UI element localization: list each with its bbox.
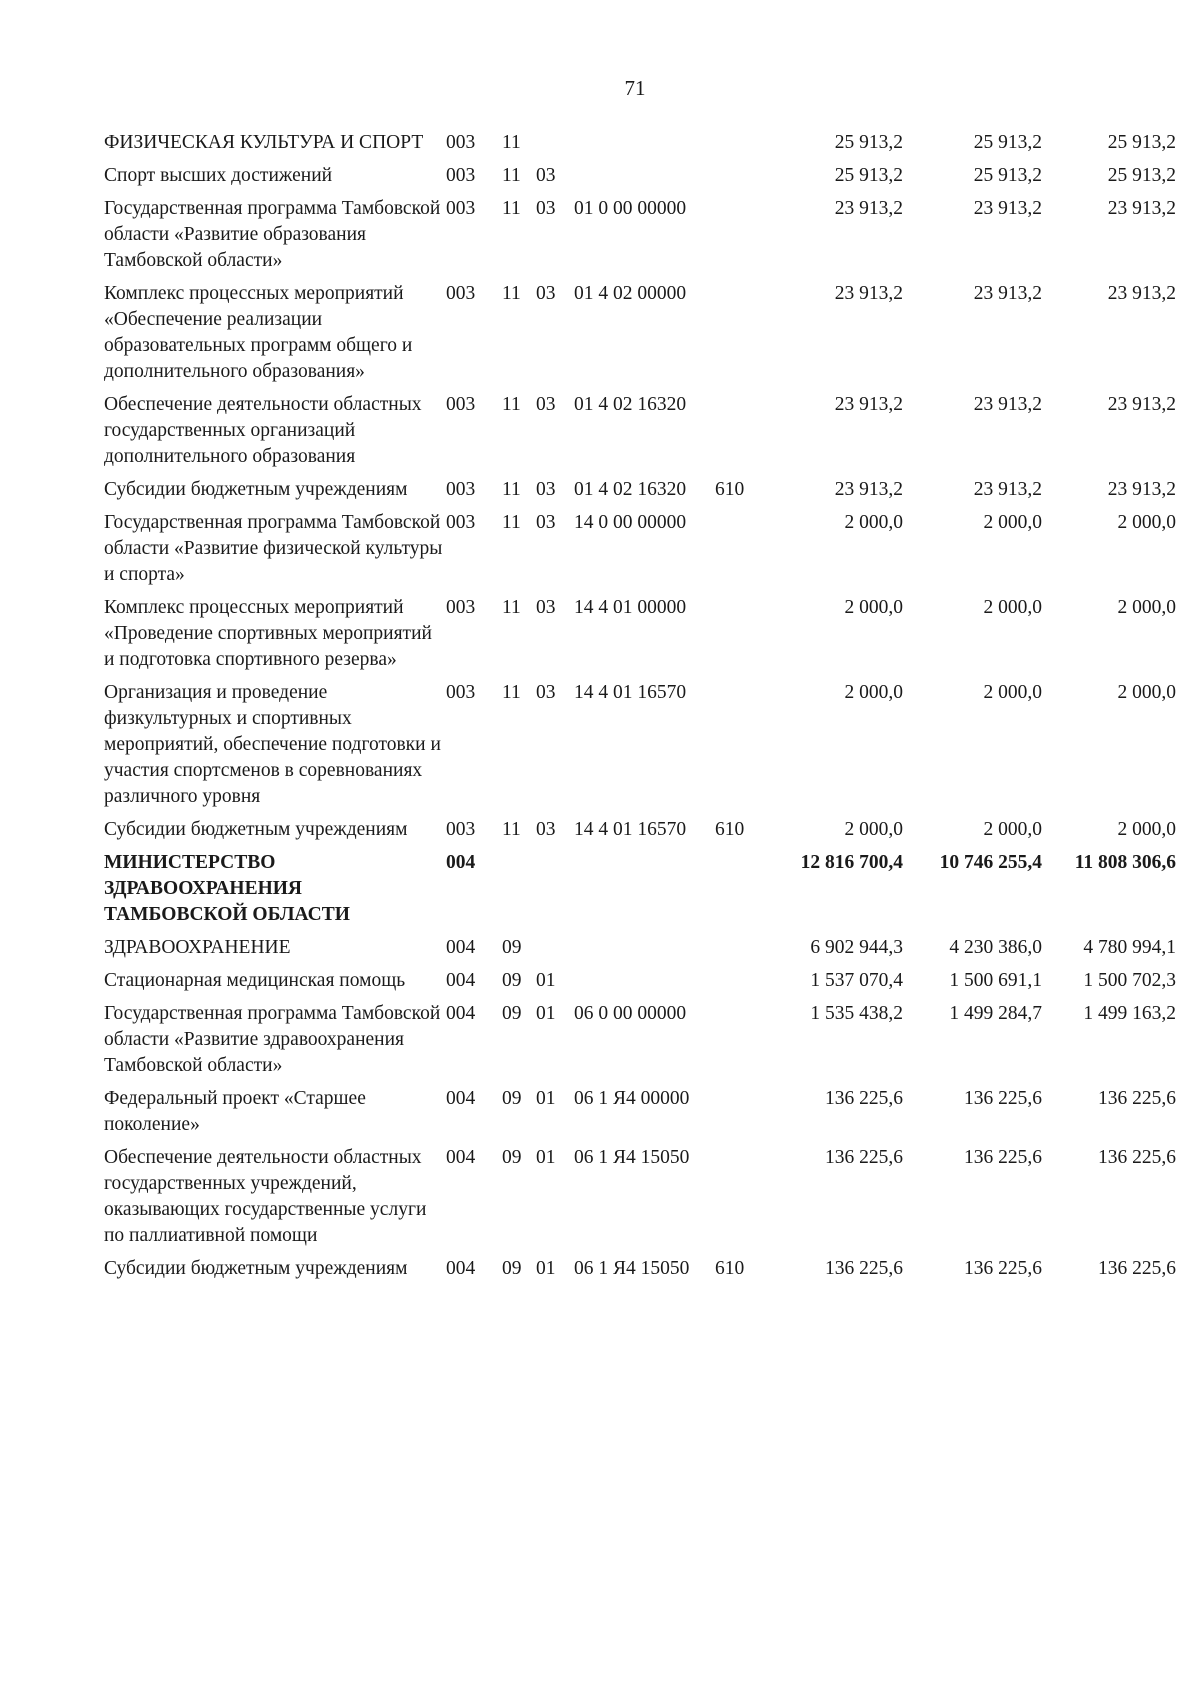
- row-amount-year-1: 2 000,0: [844, 819, 903, 840]
- table-row: [104, 163, 1176, 196]
- row-section-code: 11: [502, 682, 521, 703]
- row-target-article-code: 01 4 02 00000: [574, 283, 687, 304]
- table-row: [104, 1086, 1176, 1145]
- row-amount-year-2: 2 000,0: [983, 597, 1042, 618]
- row-expense-type-code: [715, 595, 765, 680]
- table-row: [104, 817, 1176, 850]
- row-subsection-code: [536, 935, 574, 968]
- table-row: [104, 1001, 1176, 1086]
- table-row: [104, 850, 1176, 935]
- row-amount-year-3: 4 780 994,1: [1083, 937, 1176, 958]
- row-amount-year-1: 12 816 700,4: [800, 852, 903, 873]
- row-target-article-code: 06 1 Я4 15050: [574, 1147, 690, 1168]
- row-amount-year-3: 2 000,0: [1117, 512, 1176, 533]
- row-name: Федеральный проект «Старшее поколение»: [104, 1088, 366, 1135]
- row-subsection-code: 03: [536, 394, 556, 415]
- row-amount-year-3: 2 000,0: [1117, 682, 1176, 703]
- row-amount-year-1: 23 913,2: [834, 198, 903, 219]
- row-name: ЗДРАВООХРАНЕНИЕ: [104, 937, 291, 958]
- table-row: [104, 130, 1176, 163]
- row-target-article-code: 14 0 00 00000: [574, 512, 687, 533]
- row-ministry-code: 004: [446, 1258, 476, 1279]
- table-row: [104, 281, 1176, 392]
- row-section-code: [502, 850, 536, 935]
- row-target-article-code: 06 1 Я4 00000: [574, 1088, 690, 1109]
- row-amount-year-1: 136 225,6: [825, 1147, 903, 1168]
- row-amount-year-3: 23 913,2: [1107, 394, 1176, 415]
- row-amount-year-3: 2 000,0: [1117, 597, 1176, 618]
- row-section-code: 09: [502, 1088, 522, 1109]
- row-ministry-code: 004: [446, 1003, 476, 1024]
- row-amount-year-3: 25 913,2: [1107, 165, 1176, 186]
- row-amount-year-1: 23 913,2: [834, 283, 903, 304]
- row-expense-type-code: [715, 1145, 765, 1256]
- row-expense-type-code: [715, 1086, 765, 1145]
- row-target-article-code: 06 1 Я4 15050: [574, 1258, 690, 1279]
- table-row: [104, 680, 1176, 817]
- row-target-article-code: 01 4 02 16320: [574, 394, 687, 415]
- row-amount-year-1: 1 535 438,2: [810, 1003, 903, 1024]
- row-subsection-code: [536, 850, 574, 935]
- row-name: Субсидии бюджетным учреждениям: [104, 819, 408, 840]
- table-row: [104, 1256, 1176, 1289]
- row-amount-year-2: 136 225,6: [964, 1147, 1042, 1168]
- row-name: Государственная программа Тамбовской области «Развитие образования Тамбовской области»: [104, 198, 441, 271]
- row-ministry-code: 003: [446, 198, 476, 219]
- row-amount-year-2: 23 913,2: [973, 479, 1042, 500]
- row-section-code: 09: [502, 1147, 522, 1168]
- row-section-code: 11: [502, 479, 521, 500]
- table-row: [104, 968, 1176, 1001]
- row-subsection-code: 03: [536, 819, 556, 840]
- row-amount-year-1: 25 913,2: [834, 132, 903, 153]
- row-expense-type-code: [715, 680, 765, 817]
- row-expense-type-code: [715, 510, 765, 595]
- row-subsection-code: 03: [536, 512, 556, 533]
- row-amount-year-2: 10 746 255,4: [939, 852, 1042, 873]
- row-amount-year-2: 1 499 284,7: [949, 1003, 1042, 1024]
- row-ministry-code: 003: [446, 479, 476, 500]
- row-subsection-code: 03: [536, 165, 556, 186]
- row-name: Организация и проведение физкультурных и спортивных мероприятий, обеспечение подготовки и участия спортсменов в соревнованиях различного уровня: [104, 682, 441, 807]
- row-amount-year-1: 23 913,2: [834, 479, 903, 500]
- table-row: [104, 196, 1176, 281]
- row-subsection-code: 01: [536, 1088, 556, 1109]
- row-amount-year-1: 136 225,6: [825, 1088, 903, 1109]
- row-section-code: 11: [502, 819, 521, 840]
- row-ministry-code: 004: [446, 937, 476, 958]
- row-name: Стационарная медицинская помощь: [104, 970, 406, 991]
- row-amount-year-1: 2 000,0: [844, 512, 903, 533]
- row-amount-year-2: 136 225,6: [964, 1258, 1042, 1279]
- table-row: [104, 477, 1176, 510]
- row-amount-year-2: 23 913,2: [973, 283, 1042, 304]
- row-ministry-code: 003: [446, 597, 476, 618]
- table-row: [104, 392, 1176, 477]
- row-amount-year-2: 2 000,0: [983, 512, 1042, 533]
- row-expense-type-code: [715, 968, 765, 1001]
- row-ministry-code: 003: [446, 283, 476, 304]
- row-section-code: 09: [502, 937, 522, 958]
- row-amount-year-2: 2 000,0: [983, 819, 1042, 840]
- row-subsection-code: 01: [536, 1003, 556, 1024]
- row-name: Обеспечение деятельности областных государственных организаций дополнительного образования: [104, 394, 422, 467]
- row-name: Субсидии бюджетным учреждениям: [104, 1258, 408, 1279]
- row-name: Субсидии бюджетным учреждениям: [104, 479, 408, 500]
- row-section-code: 11: [502, 394, 521, 415]
- row-section-code: 11: [502, 165, 521, 186]
- row-target-article-code: 01 4 02 16320: [574, 479, 687, 500]
- row-subsection-code: 03: [536, 682, 556, 703]
- row-section-code: 11: [502, 597, 521, 618]
- row-expense-type-code: [715, 196, 765, 281]
- row-amount-year-3: 23 913,2: [1107, 198, 1176, 219]
- table-row: [104, 595, 1176, 680]
- row-ministry-code: 003: [446, 394, 476, 415]
- row-subsection-code: 01: [536, 970, 556, 991]
- row-section-code: 09: [502, 1258, 522, 1279]
- row-expense-type-code: [715, 850, 765, 935]
- row-target-article-code: [574, 968, 715, 1001]
- row-amount-year-1: 2 000,0: [844, 597, 903, 618]
- row-subsection-code: 03: [536, 597, 556, 618]
- row-section-code: 09: [502, 1003, 522, 1024]
- row-section-code: 11: [502, 512, 521, 533]
- row-amount-year-1: 23 913,2: [834, 394, 903, 415]
- row-expense-type-code: [715, 281, 765, 392]
- row-amount-year-2: 25 913,2: [973, 132, 1042, 153]
- row-section-code: 09: [502, 970, 522, 991]
- row-name: Комплекс процессных мероприятий «Проведение спортивных мероприятий и подготовка спортивного резерва»: [104, 597, 432, 670]
- row-ministry-code: 004: [446, 1088, 476, 1109]
- row-ministry-code: 004: [446, 970, 476, 991]
- row-amount-year-2: 23 913,2: [973, 198, 1042, 219]
- row-amount-year-2: 25 913,2: [973, 165, 1042, 186]
- row-amount-year-1: 6 902 944,3: [810, 937, 903, 958]
- row-amount-year-3: 136 225,6: [1098, 1147, 1176, 1168]
- row-amount-year-1: 25 913,2: [834, 165, 903, 186]
- row-expense-type-code: 610: [715, 479, 745, 500]
- row-target-article-code: 06 0 00 00000: [574, 1003, 687, 1024]
- row-target-article-code: [574, 850, 715, 935]
- row-expense-type-code: 610: [715, 1258, 745, 1279]
- budget-table: [104, 130, 1176, 1289]
- row-expense-type-code: [715, 130, 765, 163]
- row-amount-year-3: 1 499 163,2: [1083, 1003, 1176, 1024]
- row-target-article-code: [574, 935, 715, 968]
- row-target-article-code: 14 4 01 16570: [574, 682, 687, 703]
- row-subsection-code: 03: [536, 283, 556, 304]
- row-amount-year-3: 23 913,2: [1107, 283, 1176, 304]
- row-ministry-code: 003: [446, 165, 476, 186]
- row-name: Государственная программа Тамбовской области «Развитие физической культуры и спорта»: [104, 512, 443, 585]
- row-target-article-code: [574, 130, 715, 163]
- table-row: [104, 935, 1176, 968]
- row-amount-year-2: 23 913,2: [973, 394, 1042, 415]
- row-amount-year-3: 1 500 702,3: [1083, 970, 1176, 991]
- row-name: ФИЗИЧЕСКАЯ КУЛЬТУРА И СПОРТ: [104, 132, 424, 153]
- row-ministry-code: 003: [446, 132, 476, 153]
- row-target-article-code: 14 4 01 00000: [574, 597, 687, 618]
- row-name: Спорт высших достижений: [104, 165, 333, 186]
- budget-rows: [104, 130, 1176, 1289]
- row-expense-type-code: 610: [715, 819, 745, 840]
- row-amount-year-1: 2 000,0: [844, 682, 903, 703]
- row-section-code: 11: [502, 198, 521, 219]
- row-name: Государственная программа Тамбовской области «Развитие здравоохранения Тамбовской области»: [104, 1003, 441, 1076]
- row-amount-year-1: 1 537 070,4: [810, 970, 903, 991]
- row-target-article-code: 01 0 00 00000: [574, 198, 687, 219]
- table-row: [104, 1145, 1176, 1256]
- row-subsection-code: 03: [536, 198, 556, 219]
- page-number: 71: [624, 76, 646, 100]
- row-target-article-code: [574, 163, 715, 196]
- row-name: МИНИСТЕРСТВО ЗДРАВООХРАНЕНИЯ ТАМБОВСКОЙ ОБЛАСТИ: [104, 852, 350, 925]
- row-subsection-code: [536, 130, 574, 163]
- row-expense-type-code: [715, 1001, 765, 1086]
- row-amount-year-3: 136 225,6: [1098, 1088, 1176, 1109]
- row-ministry-code: 004: [446, 1147, 476, 1168]
- row-subsection-code: 03: [536, 479, 556, 500]
- row-amount-year-2: 2 000,0: [983, 682, 1042, 703]
- row-amount-year-3: 2 000,0: [1117, 819, 1176, 840]
- row-ministry-code: 003: [446, 512, 476, 533]
- row-expense-type-code: [715, 935, 765, 968]
- row-subsection-code: 01: [536, 1258, 556, 1279]
- row-name: Комплекс процессных мероприятий «Обеспечение реализации образовательных программ общего и дополнительного образования»: [104, 283, 413, 382]
- row-ministry-code: 003: [446, 819, 476, 840]
- row-amount-year-3: 23 913,2: [1107, 479, 1176, 500]
- row-amount-year-3: 25 913,2: [1107, 132, 1176, 153]
- row-amount-year-2: 1 500 691,1: [949, 970, 1042, 991]
- row-expense-type-code: [715, 163, 765, 196]
- row-section-code: 11: [502, 283, 521, 304]
- table-row: [104, 510, 1176, 595]
- row-subsection-code: 01: [536, 1147, 556, 1168]
- row-target-article-code: 14 4 01 16570: [574, 819, 687, 840]
- row-ministry-code: 004: [446, 852, 476, 873]
- row-amount-year-2: 136 225,6: [964, 1088, 1042, 1109]
- row-amount-year-3: 11 808 306,6: [1074, 852, 1176, 873]
- row-amount-year-2: 4 230 386,0: [949, 937, 1042, 958]
- row-amount-year-3: 136 225,6: [1098, 1258, 1176, 1279]
- row-amount-year-1: 136 225,6: [825, 1258, 903, 1279]
- row-ministry-code: 003: [446, 682, 476, 703]
- row-expense-type-code: [715, 392, 765, 477]
- row-section-code: 11: [502, 132, 521, 153]
- row-name: Обеспечение деятельности областных государственных учреждений, оказывающих государственные услуги по паллиативной помощи: [104, 1147, 427, 1246]
